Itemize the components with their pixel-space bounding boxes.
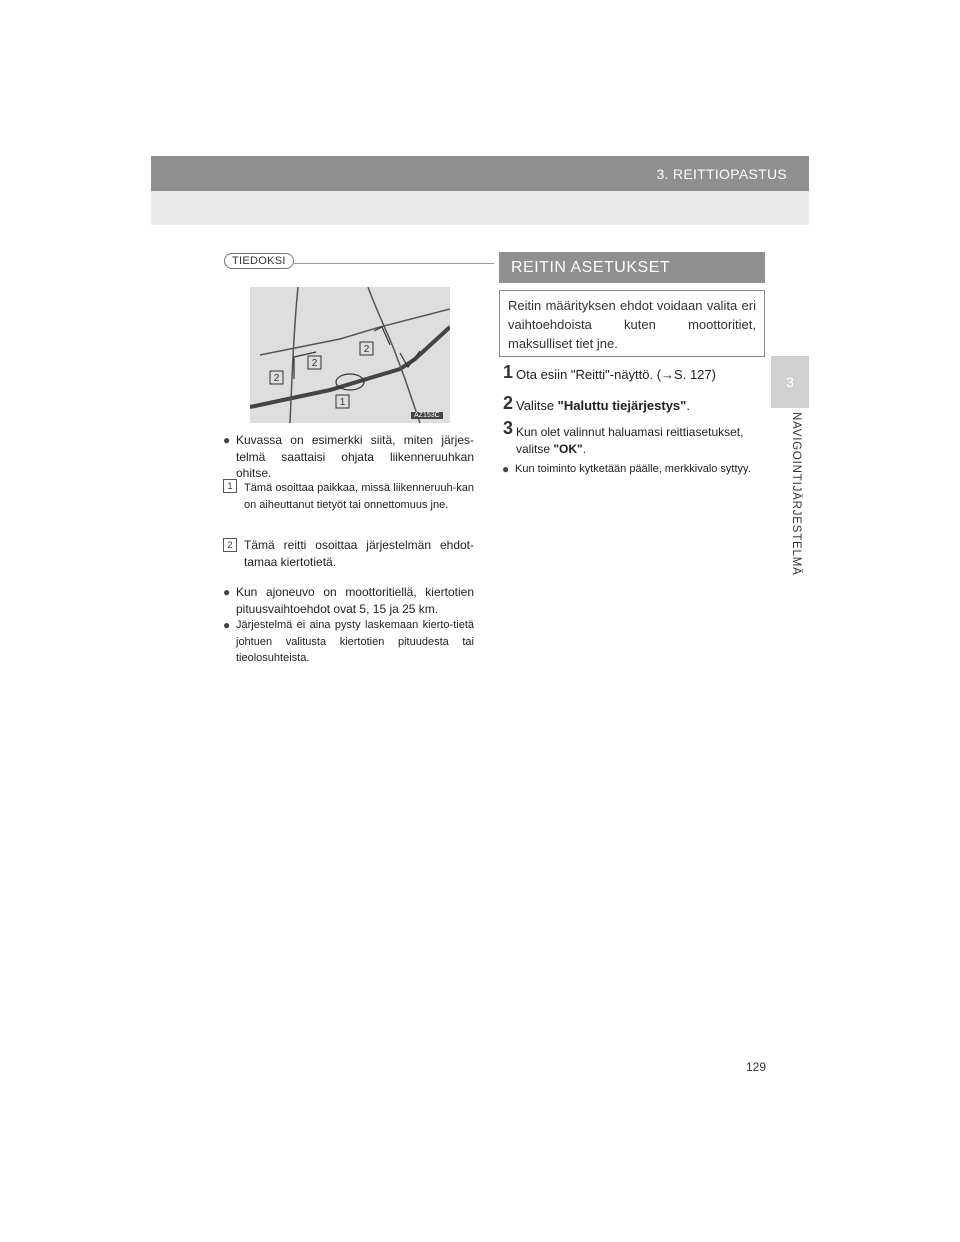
step-3-pre: valitse (516, 442, 554, 456)
chapter-side-title: NAVIGOINTIJÄRJESTELMÄ (790, 412, 802, 576)
bullet-dot-icon: ● (223, 618, 231, 632)
bullet-dot-icon: ● (223, 585, 231, 599)
step-3-line1: Kun olet valinnut haluamasi reittiasetukset, (516, 425, 744, 439)
note-bullet-3-text: Järjestelmä ei aina pysty laskemaan kierto-tietä johtuen valitusta kiertotien pituudesta tai tieolosuhteista. (236, 619, 474, 664)
road-vertical-left (290, 287, 298, 423)
step-1-text: Ota esiin "Reitti"-näyttö. (→S. 127) (516, 367, 716, 382)
bullet-dot-icon: ● (223, 433, 231, 447)
road-vertical-right (368, 287, 420, 423)
step-3 (503, 418, 744, 458)
note-bullet-3 (223, 617, 474, 667)
note-label: TIEDOKSI (224, 253, 294, 269)
header-band (151, 156, 809, 191)
step-2-number: 2 (503, 393, 514, 413)
map-marker-2c-label: 2 (363, 344, 370, 355)
map-code: AZ153C (411, 412, 443, 419)
note-bullet-2 (223, 584, 474, 617)
step-2 (503, 393, 690, 413)
step-3-number: 3 (503, 418, 514, 438)
detour-map-illustration (250, 287, 450, 423)
section-intro: Reitin määrityksen ehdot voidaan valita eri vaihtoehdoista kuten moottoritiet, maksulliset tiet jne. (499, 290, 765, 357)
item-1-text: Tämä osoittaa paikkaa, missä liikenneruuh-kan on aiheuttanut tietyöt tai onnettomuus jne. (244, 482, 474, 511)
section-bullet-text: Kun toiminto kytketään päälle, merkkivalo syttyy. (515, 463, 751, 475)
page-number: 129 (746, 1060, 767, 1074)
map-svg (250, 287, 450, 423)
step-3-post: . (582, 442, 587, 456)
road-upper (260, 309, 450, 355)
step-3-option: "OK" (553, 442, 583, 456)
step-2-option: "Haluttu tiejärjestys" (557, 398, 687, 413)
section-bullet (502, 461, 765, 478)
chapter-tab: 3 (771, 356, 809, 408)
map-marker-1-label: 1 (339, 397, 346, 408)
step-1-number: 1 (503, 362, 514, 382)
step-2-pre: Valitse (516, 398, 558, 413)
note-bullet-1-text: Kuvassa on esimerkki siitä, miten järjes-telmä saattaisi ohjata liikenneruuhkan ohitse. (236, 433, 474, 480)
item-number-1: 1 (223, 479, 237, 493)
highway-road (250, 327, 450, 407)
item-2-text: Tämä reitti osoittaa järjestelmän ehdot-tamaa kiertotietä. (244, 538, 474, 569)
map-marker-2a-label: 2 (311, 358, 318, 369)
header-sub-band (151, 191, 809, 225)
item-number-2: 2 (223, 538, 237, 552)
note-bullet-2-text: Kun ajoneuvo on moottoritiellä, kiertotien pituusvaihtoehdot ovat 5, 15 ja 25 km. (236, 585, 474, 616)
step-2-post: . (686, 398, 690, 413)
note-divider (294, 263, 494, 264)
bullet-dot-icon: ● (502, 462, 510, 476)
step-1 (503, 362, 716, 382)
map-marker-2b-label: 2 (273, 373, 280, 384)
chapter-header-title: 3. REITTIOPASTUS (656, 166, 787, 182)
note-bullet-1 (223, 432, 474, 482)
section-heading: REITIN ASETUKSET (499, 252, 765, 283)
